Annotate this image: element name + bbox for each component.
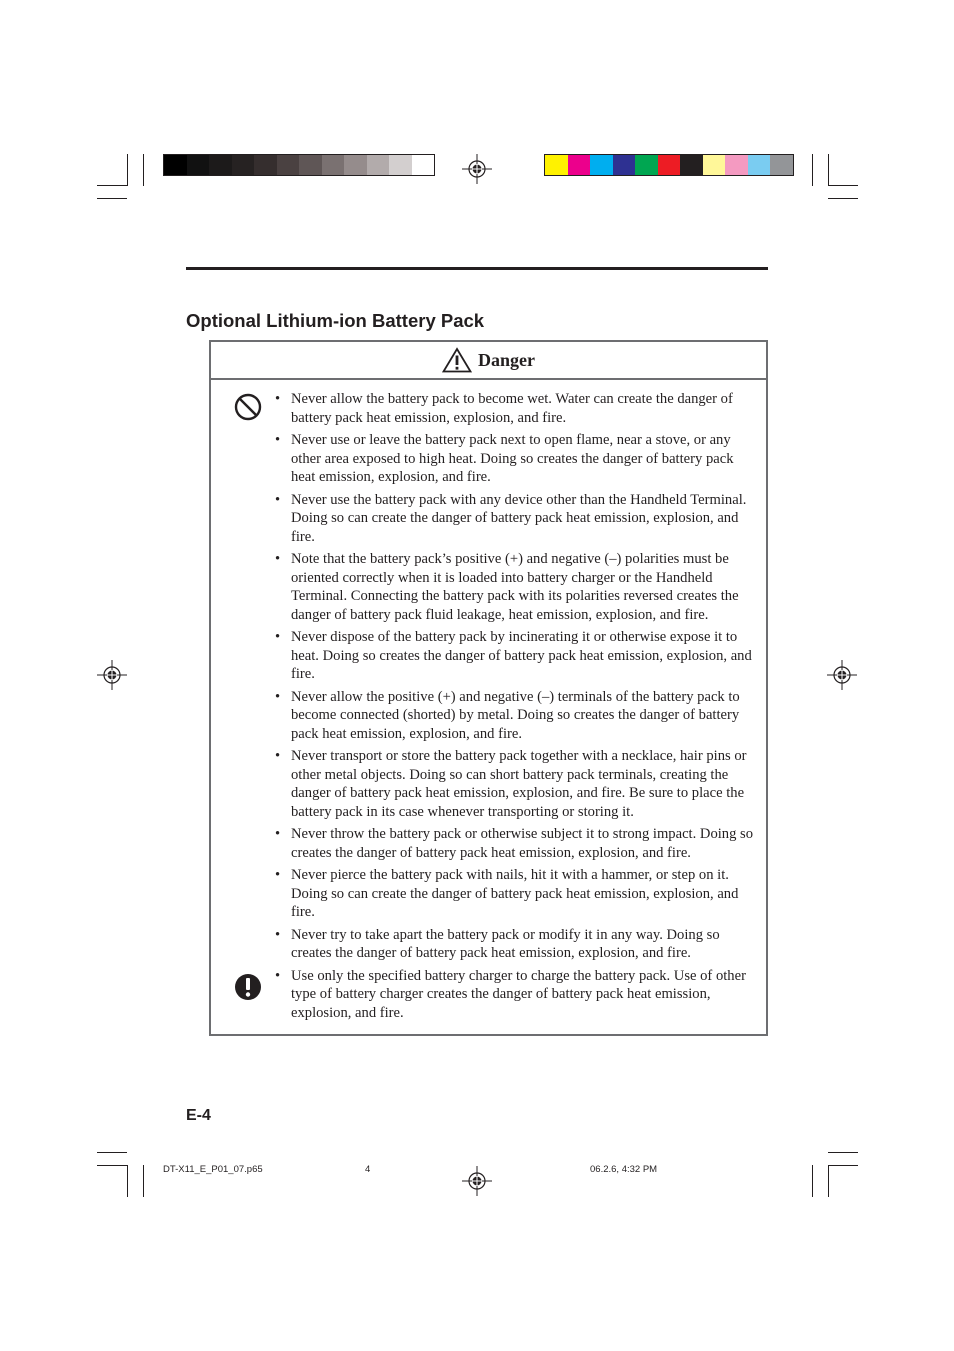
crop-mark (127, 154, 128, 186)
danger-bullet-item: • Never throw the battery pack or otherwise subject it to strong impact. Doing so creates the danger of battery pack heat emission, explosion, and fire. (275, 825, 761, 862)
crop-mark (812, 1165, 813, 1197)
danger-bullet-item: • Never use or leave the battery pack next to open flame, near a stove, or any other area exposed to high heat. Doing so creates the danger of battery pack heat emission, explosion, and fire. (275, 431, 761, 487)
gray-swatch (209, 155, 232, 175)
gray-swatch (254, 155, 277, 175)
crop-mark (812, 154, 813, 186)
prohibition-icon (234, 393, 262, 421)
page-number: E-4 (186, 1107, 211, 1124)
slug-page: 4 (365, 1164, 371, 1175)
crop-mark (143, 154, 144, 186)
header-rule (186, 267, 768, 270)
danger-bullet-item: • Never dispose of the battery pack by incinerating it or otherwise expose it to heat. Doing so creates the danger of battery pack heat emission, explosion, and fire. (275, 628, 761, 684)
slug-filename: DT-X11_E_P01_07.p65 (163, 1164, 263, 1175)
color-swatch (658, 155, 681, 175)
danger-label: Danger (478, 349, 535, 370)
gray-swatch (187, 155, 210, 175)
crop-mark (97, 185, 127, 186)
color-swatch (680, 155, 703, 175)
crop-mark (127, 1165, 128, 1197)
gray-swatch (232, 155, 255, 175)
slug-date: 06.2.6, 4:32 PM (590, 1164, 658, 1175)
gray-swatch (389, 155, 412, 175)
danger-bullet-item: • Never allow the battery pack to become wet. Water can create the danger of battery pack heat emission, explosion, and fire. (275, 390, 761, 427)
danger-header (211, 342, 766, 380)
crop-mark (143, 1165, 144, 1197)
gray-swatch (164, 155, 187, 175)
danger-bullet-item: • Never transport or store the battery pack together with a necklace, hair pins or other metal objects. Doing so can short battery pack terminals, creating the danger of battery pack heat emission, explosion, and fire. Be sure to place the battery pack in its case whenever transporting or storing it. (275, 747, 761, 821)
crop-mark (828, 1165, 829, 1197)
exclamation-icon (234, 973, 262, 1001)
color-swatch (613, 155, 636, 175)
danger-box (209, 340, 768, 1036)
crop-mark (828, 1165, 858, 1166)
gray-swatch (367, 155, 390, 175)
gray-calibration-bar (163, 154, 435, 176)
danger-bullet-item: • Never try to take apart the battery pack or modify it in any way. Doing so creates the danger of battery pack heat emission, explosion, and fire. (275, 926, 761, 963)
crop-mark (828, 1152, 858, 1153)
gray-swatch (344, 155, 367, 175)
crop-mark (97, 198, 127, 199)
color-swatch (635, 155, 658, 175)
crop-mark (828, 198, 858, 199)
danger-bullet-list (275, 390, 761, 1026)
crop-mark (97, 1165, 127, 1166)
gray-swatch (412, 155, 435, 175)
color-swatch (725, 155, 748, 175)
danger-bullet-item: • Never allow the positive (+) and negative (–) terminals of the battery pack to become connected (shorted) by metal. Doing so creates the danger of battery pack heat emission, explosion, and fire. (275, 688, 761, 744)
crop-mark (828, 185, 858, 186)
registration-mark-icon (827, 660, 857, 690)
color-swatch (703, 155, 726, 175)
danger-bullet-item: • Never pierce the battery pack with nails, hit it with a hammer, or step on it. Doing so can create the danger of battery pack heat emission, explosion, and fire. (275, 866, 761, 922)
danger-bullet-item: • Use only the specified battery charger to charge the battery pack. Use of other type of battery charger creates the danger of battery pack heat emission, explosion, and fire. (275, 967, 761, 1023)
section-title: Optional Lithium-ion Battery Pack (186, 310, 485, 331)
color-swatch (770, 155, 793, 175)
color-swatch (568, 155, 591, 175)
gray-swatch (322, 155, 345, 175)
danger-bullet-item: • Note that the battery pack’s positive (+) and negative (–) polarities must be oriented correctly when it is loaded into battery charger or the Handheld Terminal. Connecting the battery pack with its polarities reversed creates the danger of battery pack fluid leakage, heat emission, explosion, and fire. (275, 550, 761, 624)
gray-swatch (277, 155, 300, 175)
crop-mark (828, 154, 829, 186)
danger-bullet-item: • Never use the battery pack with any device other than the Handheld Terminal. Doing so can create the danger of battery pack heat emission, explosion, and fire. (275, 491, 761, 547)
color-swatch (748, 155, 771, 175)
registration-mark-icon (97, 660, 127, 690)
crop-mark (97, 1152, 127, 1153)
registration-mark-icon (462, 1166, 492, 1196)
color-calibration-bar (544, 154, 794, 176)
color-swatch (545, 155, 568, 175)
registration-mark-icon (462, 154, 492, 184)
gray-swatch (299, 155, 322, 175)
color-swatch (590, 155, 613, 175)
warning-triangle-icon (442, 347, 472, 373)
